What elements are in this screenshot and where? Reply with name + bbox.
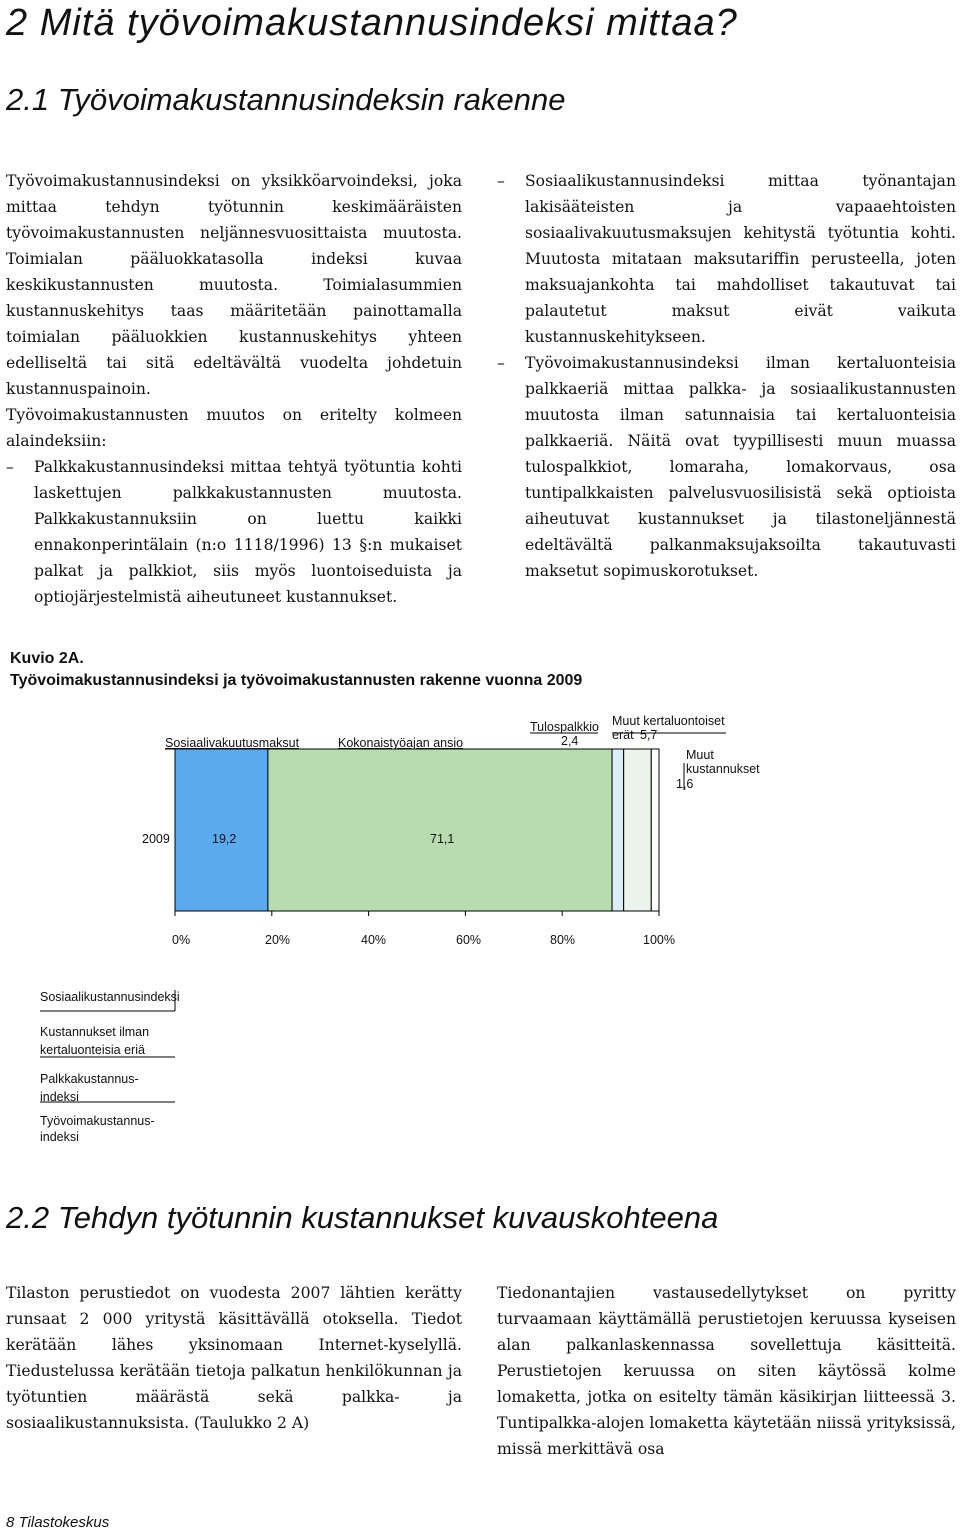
x-tick-label: 100% — [643, 933, 675, 947]
bar-segment-5 — [651, 749, 659, 911]
series-label-muut-kustannukset: Muut — [686, 748, 714, 762]
bottom-right-column — [497, 1280, 956, 1462]
series-label-sosiaalivakuutusmaksut: Sosiaalivakuutusmaksut — [165, 736, 300, 750]
figure-label: Kuvio 2A. — [10, 650, 84, 667]
figure-title: Työvoimakustannusindeksi ja työvoimakustannusten rakenne vuonna 2009 — [10, 672, 583, 689]
bar-segment-3 — [612, 749, 624, 911]
value-label: 19,2 — [212, 832, 237, 846]
bracket-label-palkkakustannusindeksi-2: indeksi — [40, 1090, 79, 1104]
bracket-label-kustannukset-ilman: Kustannukset ilman — [40, 1025, 150, 1039]
bracket-label-tyovoimakustannusindeksi-2: indeksi — [40, 1130, 79, 1144]
paragraph: Tiedonantajien vastausedellytykset on pyritty turvaamaan käyttämällä perustietojen keruussa kyseisen alan palkanlaskennassa sovellettuja käsitteitä. Perustietojen keruussa on siten käytössä kolme lomaketta, jotka on esitelty tämän käsikirjan liitteessä 3. Tuntipalkka-alojen lomaketta käytetään niissä yrityksissä, missä merkittävä osa — [497, 1284, 956, 1458]
bar-segment-4 — [624, 749, 652, 911]
value-label: 2,4 — [561, 734, 579, 748]
series-label-tulospalkkio: Tulospalkkio — [530, 720, 600, 734]
x-tick-label: 0% — [172, 933, 191, 947]
value-label: 1,6 — [676, 777, 694, 791]
bullet-item: – Työvoimakustannusindeksi ilman kertaluonteisia palkkaeriä mittaa palkka- ja sosiaalikustannusten muutosta ilman satunnaisia tai kertaluonteisia palkkaeriä. Näitä ovat tyypillisesti muun muassa tulospalkkiot, lomaraha, lomakorvaus, osa tuntipalkkaisten palvelusvuosilisistä sekä optioista aiheutuvat kustannukset ja tilastoneljännestä edeltävältä palkanmaksujaksoilta takautuvasti maksetut sopimuskorotukset. — [497, 350, 956, 584]
bullet-item: – Palkkakustannusindeksi mittaa tehtyä työtuntia kohti laskettujen palkkakustannusten muutosta. Palkkakustannuksiin on luettu kaikki ennakonperintälain (n:o 1118/1996) 13 §:n mukaiset palkat ja palkkiot, siis myös luontoiseduista ja optiojärjestelmistä aiheutuneet kustannukset. — [6, 454, 462, 610]
section-heading-2-2: 2.2 Tehdyn työtunnin kustannukset kuvauskohteena — [6, 1200, 719, 1235]
chapter-heading: 2 Mitä työvoimakustannusindeksi mittaa? — [6, 2, 738, 44]
paragraph: Työvoimakustannusindeksi on yksikköarvoindeksi, joka mittaa tehdyn työtunnin keskimääräisten työvoimakustannusten neljännesvuosittaista muutosta. Toimialan pääluokkatasolla indeksi kuvaa keskikustannusten muutosta. Toimialasummien kustannuskehitys taas määritetään painottamalla toimialan pääluokkien kustannuskehitys yhteen edelliseltä tai sitä edeltävältä vuodelta johdetuin kustannuspainoin. — [6, 172, 462, 398]
bracket-label-palkkakustannusindeksi: Palkkakustannus- — [40, 1072, 139, 1086]
chart — [0, 700, 960, 1160]
bar-segment-1 — [175, 749, 268, 911]
series-label-kokonaistyoajan-ansio: Kokonaistyöajan ansio — [338, 736, 464, 750]
series-label-muut-kertaluontoiset-2: erät — [612, 728, 634, 742]
series-label-muut-kertaluontoiset: Muut kertaluontoiset — [612, 714, 725, 728]
section-heading-2-1: 2.1 Työvoimakustannusindeksin rakenne — [6, 82, 566, 117]
right-column — [497, 168, 956, 584]
x-tick-label: 40% — [361, 933, 387, 947]
value-label: 5,7 — [640, 728, 658, 742]
page-footer: 8 Tilastokeskus — [6, 1514, 110, 1531]
paragraph: Työvoimakustannusten muutos on eritelty kolmeen alaindeksiin: — [6, 406, 462, 450]
bottom-left-column — [6, 1280, 462, 1436]
series-label-muut-kustannukset-2: kustannukset — [686, 762, 760, 776]
bar-segment-2 — [268, 749, 612, 911]
value-label: 71,1 — [430, 832, 455, 846]
x-tick-label: 80% — [550, 933, 576, 947]
bracket-label-tyovoimakustannusindeksi: Työvoimakustannus- — [40, 1114, 155, 1128]
paragraph: Tilaston perustiedot on vuodesta 2007 lähtien kerätty runsaat 2 000 yritystä käsittävällä otoksella. Tiedot kerätään lähes yksinomaan Internet-kyselyllä. Tiedustelussa kerätään tietoja palkatun henkilökunnan ja työtuntien määrästä sekä palkka- ja sosiaalikustannuksista. (Taulukko 2 A) — [6, 1284, 462, 1432]
x-tick-label: 20% — [265, 933, 291, 947]
x-tick-label: 60% — [456, 933, 482, 947]
figure-caption — [10, 648, 582, 692]
category-label: 2009 — [142, 832, 170, 846]
bracket-label-kustannukset-ilman-2: kertaluonteisia eriä — [40, 1043, 145, 1057]
chart-svg — [0, 700, 960, 1160]
bracket-label-sosiaalikustannusindeksi: Sosiaalikustannusindeksi — [40, 990, 180, 1004]
bullet-item: – Sosiaalikustannusindeksi mittaa työnantajan lakisääteisten ja vapaaehtoisten sosiaalivakuutusmaksujen kehitystä työtuntia kohti. Muutosta mitataan maksutariffin perusteella, joten maksuajankohta tai mahdolliset takautuvat tai palautetut maksut eivät vaikuta kustannuskehitykseen. — [497, 168, 956, 350]
left-column — [6, 168, 462, 610]
